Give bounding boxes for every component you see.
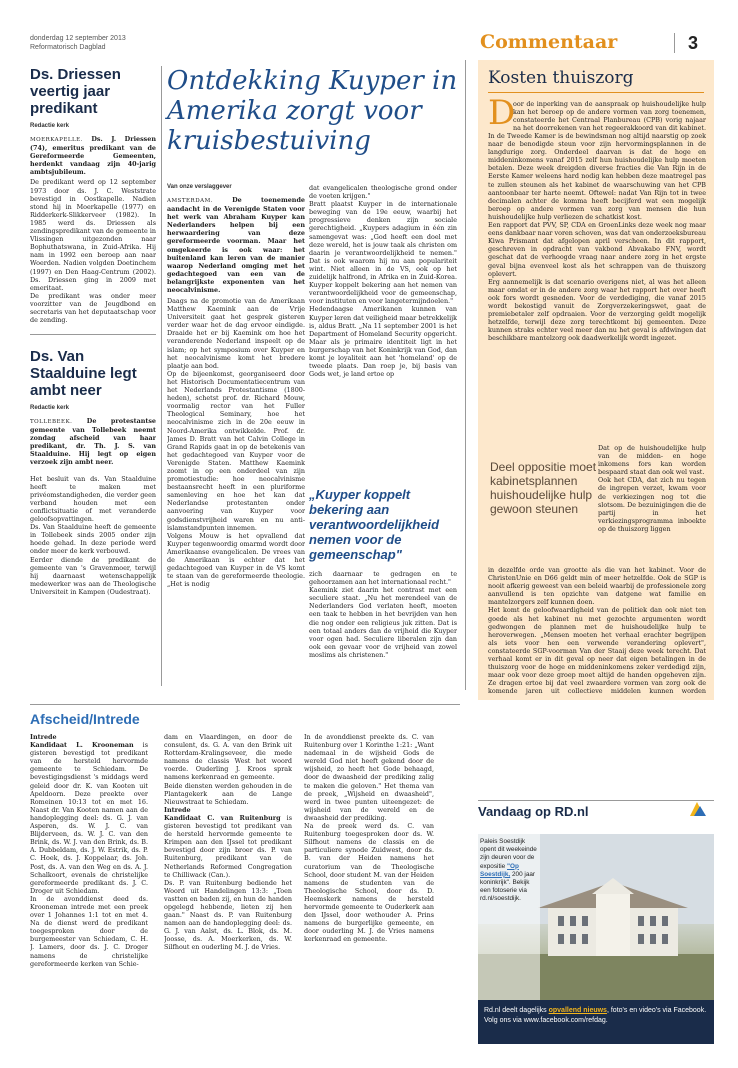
- promo-caption: Paleis Soestdijk opent dit weekeinde zijn deuren voor de expositie "Op Soestdijk, 200 jaar koninkrijk". Bekijk een fotoserie via rd.nl/soestdijk.: [480, 838, 537, 903]
- drop-cap: D: [488, 93, 516, 133]
- commentary-title: Kosten thuiszorg: [488, 68, 634, 88]
- column-divider: [465, 60, 466, 690]
- page-number: 3: [688, 33, 699, 53]
- commentary-body-3: in dezelfde orde van grootte als die van het kabinet. Voor de ChristenUnie en D66 geldt min of meer hetzelfde. Ook de SGP is nooit afkerig geweest van een beleid waarbij de professionele zorg aanvullend is ten opzichte van datgene wat familie en mantelzorgers zelf kunnen doen. Het komt de geloofwaardigheid van de politiek dan ook niet ten goede als het kabinet nu met gezochte argumenten wordt gedwongen de plannen met de huishoudelijke hulp te heroverwegen. „Mensen moeten het verhaal erachter begrijpen als iets voor hen een verwende verandering oplevert", constateerde SGP-voorman Van der Staaij deze week terecht. Dat verhaal komt er in dit geval op neer dat eigen betalingen in de thuiszorg voor de hoge en middeninkomens zeker verdedigd zijn, maar ook voor deze groep moet altijd de handen opgeheven zijn. Ze dragen ertoe bij dat veel zwaardere vormen van zorg ook de komende jaren uit collectieve middelen kunnen worden: [488, 566, 706, 696]
- main-body-col1: Daags na de promotie van de Amerikaan Matthew Kaemink aan de Vrije Universiteit gaat het gesprek gisteren verder waar het de dag ervoor eindigde. Draaide het er bij Kaemink om hoe het veranderende Nederland inspeelt op de islam; op het symposium over Kuyper en het neocalvinisme komt het bredere plaatje aan bod. Op de bijeenkomst, georganiseerd door het Historisch Documentatiecentrum van het Nederlands Protestantisme (1800-heden), schetst prof. dr. Richard Mouw, voormalig rector van het Fuller Theological Seminary, hoe het neocalvinisme zich in de 20e eeuw in Noord-Amerika ontwikkelde. Prof. dr. James D. Bratt van het Calvin College in Grand Rapids gaat in op de betekenis van het gedachtegoed van Kuyper voor de Verenigde Staten. Matthew Kaemink zoomt in op een onderdeel van zijn promotiestudie: hoe neocalvinisme bestaansrecht heeft in een pluriforme samenleving en hoe het kan dat Nederlandse protestanten onder aanvoering van Kuyper voor godsdienstvrijheid waren en nu anti-islamstandpunten innemen. Volgens Mouw is het opvallend dat Kuyper tegenwoordig omarmd wordt door Amerikaanse evangelicalen. De vrees van de Amerikaan is echter dat het gedachtegoed van Kuyper in de VS komt te staan van de gereformeerde theologie. „Het is nodig: [167, 297, 305, 589]
- article-title: Ds. Van Staalduine legt ambt neer: [30, 348, 137, 399]
- main-lead: AMSTERDAM. De toenemende aandacht in de Verenigde Staten voor het werk van Abraham Kuyper kan Nederlanders helpen bij een herwaardering van deze gereformeerde voorman. Maar het omgekeerde is ook waar: het buitenland kan leren van de manier waarop Nederland omging met het gedachtegoed van een van de belangrijkste exponenten van het neocalvinisme.: [167, 196, 305, 295]
- divider: [30, 704, 460, 705]
- main-body-col2a: dat evangelicalen theologische grond onder de voeten krijgen." Bratt plaatst Kuyper in de internationale beweging van de 19e eeuw, waarbij het progressieve denken zijn sociale gerechtigheid. „Kuypers adagium in één zin samengevat was: „God heeft een doel met deze wereld, het is jouw taak als christen om daarin je verantwoordelijkheid te nemen." Dat is ook waarom hij nu aan populariteit wint. Niet alleen in de VS, ook op het zuidelijk halfrond, in Afrika en in Zuid-Korea. Kuyper koppelt bekering aan het nemen van verantwoordelijkheid voor de gemeenschap, voor instituten en voor langetermijndoelen." Hedendaagse Amerikanen kunnen van Kuyper leren dat veiligheid maar betrekkelijk is, aldus Bratt. „Na 11 september 2001 is het Department of Homeland Security opgericht. Maar als je primaire identiteit ligt in het burgerschap van het Koninkrijk van God, dan komt je loyaliteit aan het 'homeland' op de tweede plaats. Dan roep je, bij basis van Gods wet, je land ertoe op: [309, 184, 457, 379]
- main-body-col2b: zich daarnaar te gedragen en te gehoorzamen aan het internationaal recht." Kaemink ziet daarin het contrast met een seculiere staat. „Nu het merendeel van de Nederlanders God verlaten heeft, moeten een taak te hebben in het bevrijden van hen die nog onder een religieus juk zitten. Dat is een totaal anders dan de vrijheid die Kuyper voor ogen had. Seculiere liberalen zijn dan ook een gevaar voor de vrijheid van zowel moslims als christenen.": [309, 570, 457, 659]
- promo-title: Vandaag op RD.nl: [478, 804, 589, 819]
- promo-footer-link[interactable]: opvallend nieuws: [548, 1007, 607, 1014]
- article-driessen: [30, 66, 156, 328]
- article-body: Het besluit van ds. Van Staalduine heeft te maken met privéomstandigheden, die verder geen verband houden met een conflictsituatie of met veranderde geloofsopvattingen. Ds. Van Staalduine heeft de gemeente in Tollebeek sinds 2005 onder zijn hoede gehad. In deze periode werd onder meer de kerk verbouwd. Eerder diende de predikant de gemeente van 's Gravenmoer, terwijl hij daarnaast wetenschappelijk medewerker was aan de Theologische Universiteit in Kampen (Oudestraat).: [30, 474, 156, 596]
- commentary-pull-quote: Deel oppositie moet kabinetsplannen huishoudelijke hulp gewoon steunen: [490, 460, 597, 516]
- commentary-body-1: In de Tweede Kamer is de bewindsman nog altijd naarstig op zoek naar de benodigde steun voor zijn hervormingsplannen in de langdurige zorg. Onderdeel daarvan is dat de hoge en middeninkomens vanaf 2015 zelf hun huishoudelijke hulp moeten betalen. Deze week dreigden diverse fracties die Van Rijn in de Eerste Kamer weleens hard nodig kan hebben deze maatregel pas te zullen steunen als het kabinet de waarschuwing van het CPB aantoonbaar ter harte neemt. Oftewel: nadat Van Rijn tot in twee decimalen achter de komma heeft becijferd wat een mogelijk beroep op andere vormen van zorg van mensen die hun huishoudelijke hulp verliezen de schatkist kost. Een rapport dat PVV, SP, CDA en GroenLinks deze week nog maar eens dankbaar naar voren schoven, was dat van onderzoeksbureau Kiwa Prismant dat afgelopen april verscheen. In dit rapport, geschreven in opdracht van vakbond Abvakabo FNV, wordt geschat dat de verhoogde vraag naar andere zorg in het ergste geval bijna evenveel kost als het schrappen van de thuiszorg oplevert. Erg aannemelijk is dat scenario overigens niet, al was het alleen maar omdat er in de andere zorg waar het rapport het over heeft ook fors wordt gesneden. Voor de verdediging, die vanaf 2015 wordt bekostigd vanuit de Zorgverzekeringswet, gaat de premiebetaler zelf opdraaien. Voor de verzorging geldt mogelijk hetzelfde, terwijl deze zorg terechtkomt bij gemeenten. Deze kunnen straks echter veel meer dan nu het geval is afdwingen dat beschikbare mantelzorg ook daadwerkelijk wordt ingezet.: [488, 132, 706, 343]
- afscheid-col3: In de avonddienst preekte ds. C. van Ruitenburg over 1 Korinthe 1:21: „Want nademaal in de wijsheid Gods de wereld God niet heeft gekend door de wijsheid, zo heeft het Gode behaagd, door de dwaasheid der prediking zalig te maken die geloven." Het thema van de preek, „Wijsheid en dwaasheid", werd in twee punten uiteengezet: de wijsheid van de wereld en de dwaasheid der prediking. Na de preek werd ds. C. van Ruitenburg toegesproken door ds. W. Silfhout namens de classis en de particuliere synode Zuidwest, door ds. B. van der Heiden namens het curatorium van de Theologische School, door student M. van der Heiden namens de studenten van de Theologische School, door ds. D. Heemskerk namens de hersteld hervormde gemeente te Ouderkerk aan den IJssel, door wethouder A. Prins namens de burgerlijke gemeente, en door ouderling M. J. de Vries namens kerkenraad en gemeente.: [304, 733, 434, 944]
- article-title: Ds. Driessen veertig jaar predikant: [30, 66, 121, 117]
- commentary-body-2: Dat op de huishoudelijke hulp van de midden- en hoge inkomens fors kan worden bespaard staat dan ook wel vast. Ook het CDA, dat zich nu tegen de ingrepen verzet, kwam voor de verkiezingen nog tot die slotsom. De bezuinigingen die de partij in het verkiezingsprogramma inboekte op de thuiszorg liggen: [598, 444, 706, 533]
- promo-caption-link[interactable]: "Op Soestdijk,: [480, 862, 519, 878]
- divider: [30, 334, 156, 335]
- main-headline: Ontdekking Kuyper in Amerika zorgt voor kruisbestuiving: [167, 66, 458, 156]
- byline: Redactie kerk: [30, 405, 70, 411]
- article-lead: MOERKAPELLE. Ds. J. Driessen (74), emeritus predikant van de Gereformeerde Gemeenten, herdenkt vandaag zijn 40-jarig ambtsjubileum.: [30, 135, 156, 177]
- article-van-staalduine: [30, 348, 156, 688]
- commentary-first-lines: oor de inperking van de aanspraak op huishoudelijke hulp kan het beroep op de andere vormen van zorg toenemen, constateerde het Centraal Planbureau (CPB) vorig najaar na het doorrekenen van het regeerakkoord van dit kabinet.: [513, 100, 706, 132]
- commentary-rule: [488, 92, 704, 93]
- article-lead: TOLLEBEEK. De protestantse gemeente van Tollebeek neemt zondag afscheid van haar predikant, dr. Th. J. S. van Staalduine. Hij legt op eigen verzoek zijn ambt neer.: [30, 417, 156, 467]
- rd-logo-icon: [686, 798, 708, 820]
- article-body: De predikant werd op 12 september 1973 door ds. J. C. Weststrate bevestigd in Oostkapelle. Nadien stond hij in Moerkapelle (1977) en Ridderkerk-Slikkerveer (1982). In 1985 werd ds. Driessen als zendingspredikant van de gemeente in Vlissingen uitgezonden naar Bophuthatswana, in Zuid-Afrika. Hij nam in 1992 een beroep aan naar Woerden. Nadien volgden Doetinchem (1997) en Den Haag-Centrum (2002). Ds. Driessen ging in 2009 met emeritaat. De predikant was onder meer voorzitter van de Jeugdbond en secretaris van het deputaatschap voor de zending.: [30, 178, 156, 325]
- section-title: Commentaar: [480, 31, 618, 53]
- pull-quote: „Kuyper koppelt bekering aan verantwoordelijkheid nemen voor de gemeenschap": [309, 487, 440, 562]
- column-divider: [161, 66, 162, 686]
- divider: [478, 800, 714, 801]
- afscheid-title: Afscheid/Intrede: [30, 711, 140, 727]
- promo-footer: Rd.nl deelt dagelijks opvallend nieuws, foto's en video's via Facebook. Volg ons via www.facebook.com/refdag.: [478, 1000, 714, 1044]
- byline: Redactie kerk: [30, 123, 70, 129]
- issue-date: donderdag 12 september 2013: [30, 35, 126, 42]
- afscheid-col2: dam en Vlaardingen, en door de consulent, ds. G. A. van den Brink uit Rotterdam-Kralingseveer, die mede namens de classis West het woord voerde. Ouderling J. Kroos sprak namens kerkenraad en gemeente. Beide diensten werden gehouden in de Plantagekerk aan de Lange Nieuwstraat te Schiedam. Intrede Kandidaat C. van Ruitenburg is gisteren bevestigd tot predikant van de hersteld hervormde gemeente te Krimpen aan den IJssel tot predikant bevestigd door zijn broer ds. P. van Ruitenburg, predikant van de Netherlands Reformed Congregation te Chilliwack (Can.). Ds. P. van Ruitenburg bediende het Woord uit Handelingen 13:3: „Toen vastten en baden zij, en hun de handen opgelegd hebbende, lieten zij hen gaan." Naast ds. P. van Ruitenburg namen aan de handoplegging deel: ds. G. J. van Aalst, ds. L. Blok, ds. M. Joosse, ds. A. Moerkerken, ds. W. Silfhout en ouderling M. J. de Vries.: [164, 733, 292, 952]
- main-byline: Van onze verslaggever: [167, 184, 232, 190]
- paper-name: Reformatorisch Dagblad: [30, 44, 106, 51]
- article-kuyper: [167, 66, 459, 156]
- afscheid-col1: Intrede Kandidaat L. Krooneman is gisteren bevestigd tot predikant van de hersteld hervormde gemeente te Schiedam. De bevestigingsdienst 's middags werd geleid door dr. K. van Kooten uit Apeldoorn. Deze preekte over Romeinen 10:13 tot en met 16. Naast dr. Van Kooten namen aan de handoplegging deel: ds. G. J. van Asperen, ds. W. J. C. van Blijderveen, ds. W. J. C. van den Brink, ds. W. J. van den Brink, ds. B. A. Dubbeldam, ds. J. W. Estrik, ds. P. C. Hoek, ds. J. Koppelaar, ds. Joh. Post, ds. A. van den Weg en ds. A. J. Schalkoort, evenals de christelijke gereformeerde predikant ds. J. C. Droger uit Schiedam. In de avonddienst deed ds. Krooneman intrede met een preek over 1 Johannes 1:1 tot en met 4. Na de dienst werd de predikant toegesproken door de burgemeester van Schiedam, C. H. J. Lamers, door ds. J. C. Droger namens de christelijke gereformeerde kerken van Schie-: [30, 733, 148, 968]
- header-divider: [674, 33, 675, 53]
